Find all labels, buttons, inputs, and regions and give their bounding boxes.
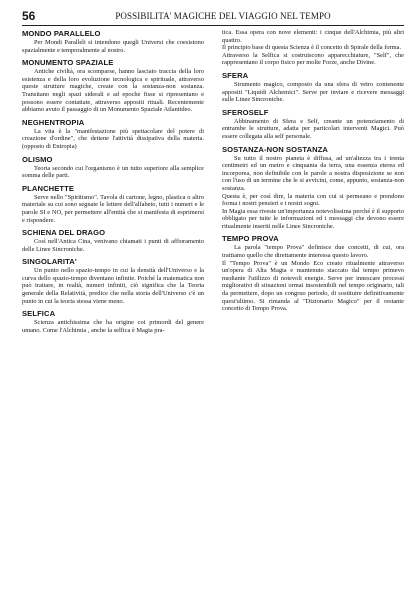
running-title: POSSIBILITA' MAGICHE DEL VIAGGIO NEL TEMPO bbox=[115, 11, 331, 21]
entry-paragraph: Su tutto il nostro pianeta è diffusa, ad un'altezza tra i trenta centimetri ed un metro e cinquanta da terra, una essenza eterea ed incorporea, non definibile con le parole a nostra disposizione se non con l'uso di un termine che le si avvicini, come, appunto, sostanza-non sostanza. bbox=[222, 154, 404, 192]
entry-paragraph: Un punto nello spazio-tempo in cui la densità dell'Universo e la curva dello spazio-tempo diventano infinite. Poiché la matematica non può trattare, in realtà, numeri infiniti, ciò significa che la Teoria generale della Relatività, predice che nella storia dell'Universo c'è un punto in cui la teoria stessa viene meno. bbox=[22, 267, 204, 305]
entry-continuation bbox=[222, 29, 404, 67]
entry-paragraph: Il "Tempo Prova" è un Mondo Eco creato ritualmente attraverso un'opera di Alta Magia e mantenuto staccato dal tempo primevo mediante l'utilizzo di notevoli energie. Serve per innescare processi migliorativi di situazioni ormai insostenibili nel tempo originario, tali da permettere, dopo un congruo periodo, di sostituire definitivamente quest'ultimo. Si rimanda al "Dizionario Magico" per il restante concetto di Tempo Prova. bbox=[222, 259, 404, 313]
entry-heading: OLISMO bbox=[22, 154, 53, 164]
entry-heading: MONDO PARALLELO bbox=[22, 29, 101, 38]
entry-paragraph: Il principio base di questa Scienza è il concetto di Spirale della forma. bbox=[222, 44, 402, 52]
entry-planchette bbox=[22, 184, 204, 224]
entry-singolarita bbox=[22, 257, 204, 305]
entry-heading: PLANCHETTE bbox=[22, 183, 75, 193]
entry-schiena-del-drago bbox=[22, 228, 204, 253]
entry-paragraph: tica. Essa opera con nove elementi: i cinque dell'Alchimia, più altri quattro. bbox=[222, 29, 404, 44]
entry-selfica bbox=[22, 309, 204, 334]
entry-heading: SINGOLARITA' bbox=[22, 257, 77, 267]
entry-heading: TEMPO PROVA bbox=[222, 234, 279, 244]
header-rule bbox=[22, 25, 404, 26]
page-number: 56 bbox=[22, 9, 36, 23]
entry-heading: NEGHENTROPIA bbox=[22, 117, 85, 127]
page-header bbox=[22, 10, 404, 23]
entry-paragraph: Scienza antichissima che ha origine coi primordi del genere umano. Come l'Alchimia , anche la selfica è Magia pra- bbox=[22, 319, 204, 334]
entry-sfera bbox=[222, 71, 404, 104]
entry-paragraph: In Magia essa riveste un'importanza notevolissima perché è il supporto obbligato per tutte le informazioni ed i messaggi che devono essere ritualmente inseriti nelle Linee Sincroniche. bbox=[222, 207, 404, 230]
entry-paragraph: Attraverso la Selfica si costruiscono apparecchiature, "Self", che rappresentano il corpo fisico per molte Forze, anche Divine. bbox=[222, 51, 404, 67]
entry-paragraph: Strumento magico, composto da una sfera di vetro contenente appositi "Liquidi Alchemici". Serve per inviare e ricevere messaggi sulle Linee Sincroniche. bbox=[222, 80, 404, 104]
entry-heading: SCHIENA DEL DRAGO bbox=[22, 228, 106, 238]
entry-heading: MONUMENTO SPAZIALE bbox=[22, 58, 114, 68]
entry-mondo-parallelo bbox=[22, 29, 204, 54]
entry-paragraph: Serve nello "Spiritismo". Tavola di cartone, legno, plastica o altro materiale su cui sono segnate le lettere dell'alfabeto, tutti i numeri e le parole SI e NO, per permettere all'entità che si manifesta di esprimersi e rispondere. bbox=[22, 193, 204, 224]
entry-heading: SFEROSELF bbox=[222, 107, 269, 117]
entry-paragraph: Per Mondi Paralleli si intendono quegli Universi che coesistono spazialmente e temporalmente al nostro. bbox=[22, 39, 204, 54]
entry-heading: SOSTANZA-NON SOSTANZA bbox=[222, 144, 329, 154]
entry-paragraph: Questa è, per così dire, la materia con cui si permeano e prendono forma i nostri pensieri e i nostri sogni. bbox=[222, 192, 404, 208]
entry-paragraph: Antiche civiltà, ora scomparse, hanno lasciato traccia della loro esistenza e della loro evoluzione tecnologica e spirituale, attraverso queste strutture magiche, create con la sostanza-non sostanza. Transitano negli spazi siderali e ad epoche fisse si ripresentano e possono essere contattate, attraverso appositi rituali. Recentemente abbiamo avuto il passaggio di un Monumento Spaziale Atlantideo. bbox=[22, 68, 204, 114]
entry-neghentropia bbox=[22, 118, 204, 151]
entry-heading: SELFICA bbox=[22, 309, 56, 319]
entry-paragraph: La parola "tempo Prova" definisce due concetti, di cui, ora trattiamo quello che direttamente interessa questo lavoro. bbox=[222, 244, 404, 260]
right-column bbox=[222, 29, 404, 317]
entry-heading: SFERA bbox=[222, 70, 249, 80]
entry-paragraph: La vita è la "manifestazione più spettacolare del potere di creazione d'ordine", che detiene l'attività dissipativa della materia. (opposto di Entropia) bbox=[22, 127, 204, 150]
entry-paragraph: Così nell'Antica Cina, venivano chiamati i punti di affioramento delle Linee Sincroniche. bbox=[22, 238, 204, 253]
entry-paragraph: Abbinamento di Sfera e Self, creante un potenziamento di entrambe le strutture, adatta per particolari interventi Magici. Può essere collegata alla self personale. bbox=[222, 117, 404, 140]
entry-paragraph: Teoria secondo cui l'organismo è un tutto superiore alla semplice somma delle parti. bbox=[22, 164, 204, 180]
entry-sostanza-non-sostanza bbox=[222, 145, 404, 231]
entry-sferoself bbox=[222, 108, 404, 141]
left-column bbox=[22, 29, 204, 338]
entry-olismo bbox=[22, 155, 204, 180]
entry-monumento-spaziale bbox=[22, 58, 204, 114]
entry-tempo-prova bbox=[222, 234, 404, 312]
